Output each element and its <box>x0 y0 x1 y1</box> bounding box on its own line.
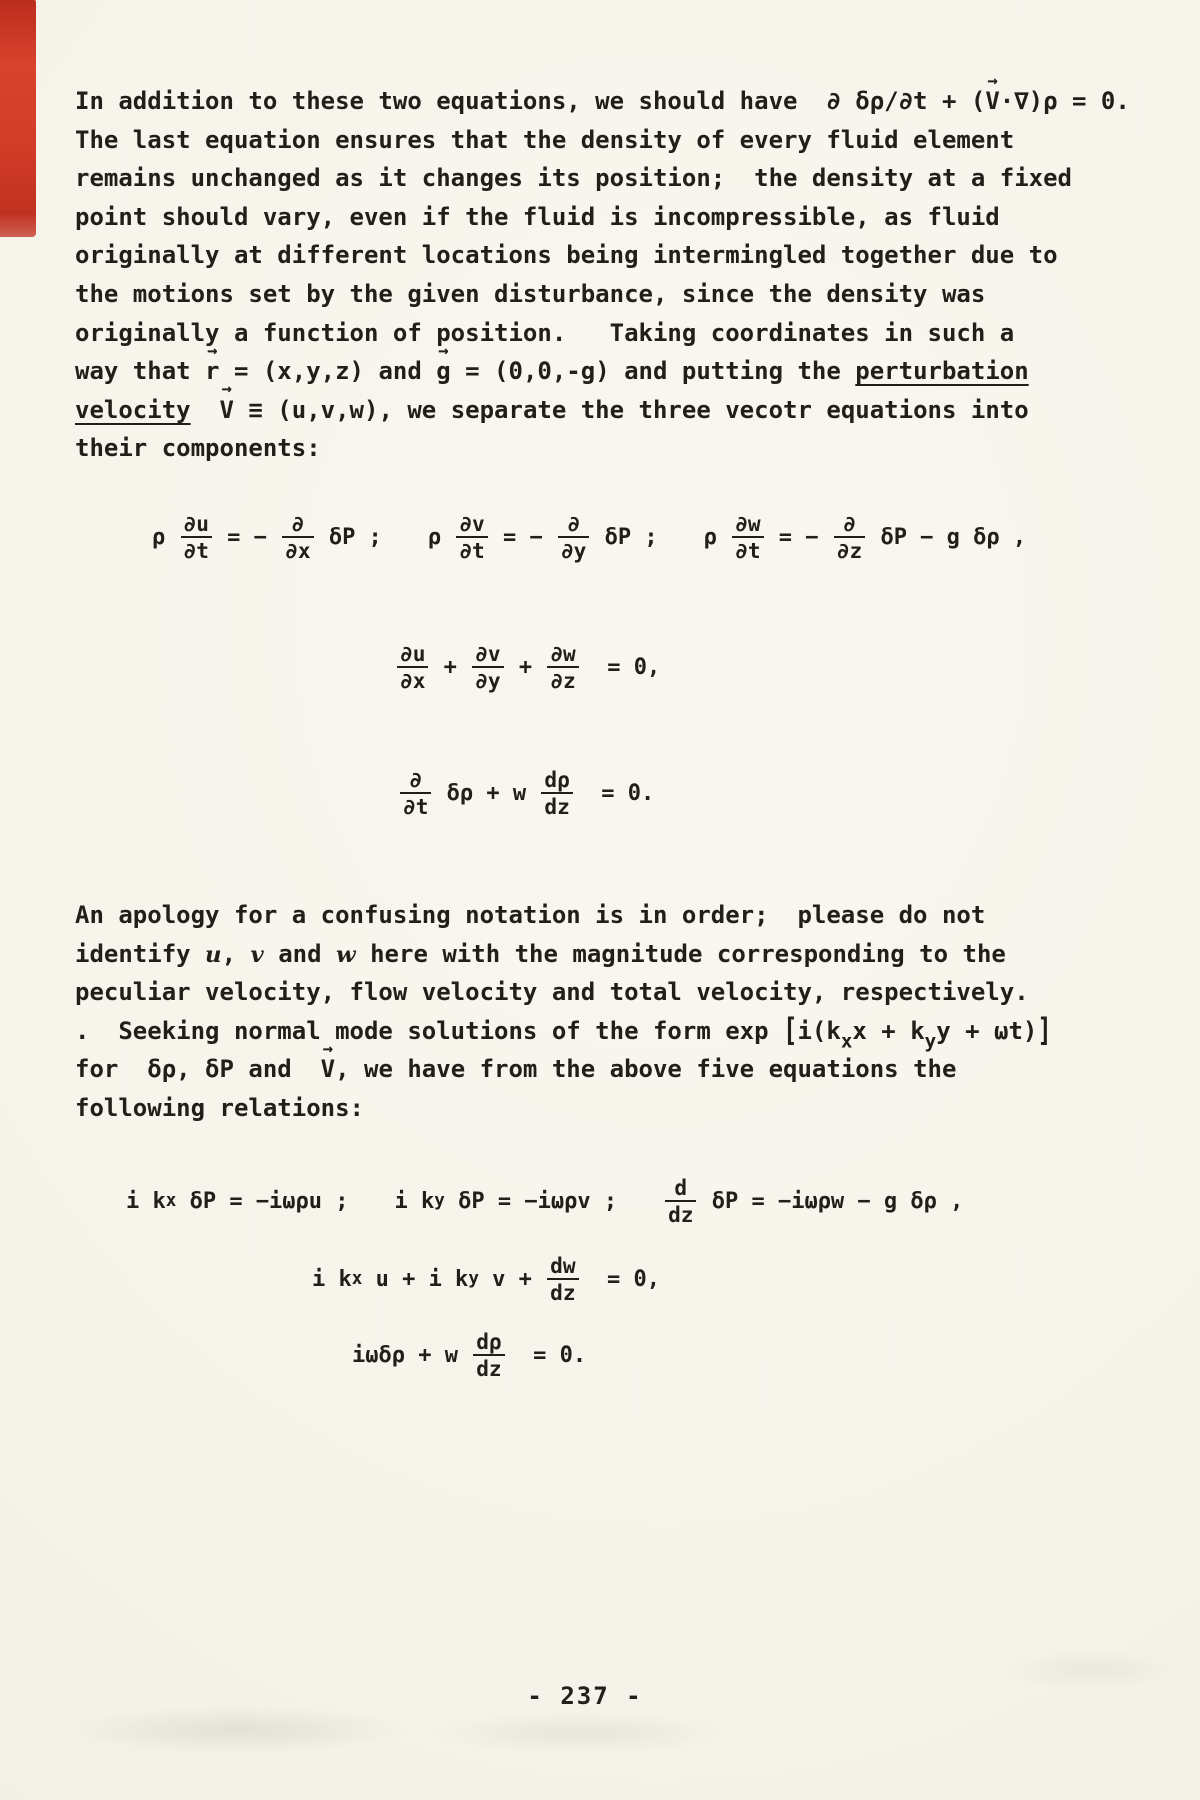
fraction: $\frac{\partial u}{\partial t}$ <box>181 512 212 562</box>
fraction: $\frac{\partial}{\partial z}$ <box>834 512 865 562</box>
equation-text: = − <box>213 524 281 550</box>
equation-text: = 0. <box>574 780 655 806</box>
text-line: for δρ, δP and → V, we have from the above five equations the <box>75 1039 957 1084</box>
equation-text: + <box>505 654 546 680</box>
equation-text: δρ + w <box>433 780 540 806</box>
equation-continuity <box>395 642 660 692</box>
equation-text: ρ <box>152 524 179 550</box>
fraction: $\frac{\partial u}{\partial x}$ <box>397 642 428 692</box>
equation-text: δP ; <box>591 524 658 550</box>
equation-relations-1 <box>126 1176 963 1226</box>
vector-arrow-icon: → <box>987 70 998 91</box>
equation-relations-2 <box>312 1254 660 1304</box>
equation-text: v + <box>478 1266 546 1292</box>
scan-smudge <box>430 1712 730 1754</box>
equation-text: = − <box>765 524 832 550</box>
text-line: remains unchanged as it changes its position; the density at a fixed <box>75 164 1072 193</box>
vector-arrow-icon: → <box>322 1039 334 1060</box>
text-line: following relations: <box>75 1093 364 1122</box>
text-line: way that → r = (x,y,z) and → g = (0,0,-g) and putting the perturbation <box>75 340 1029 386</box>
equation-text: i k <box>394 1188 435 1214</box>
text-line: point should vary, even if the fluid is incompressible, as fluid <box>75 202 1000 231</box>
equation-text: δP ; <box>315 524 382 550</box>
equation-relations-3 <box>352 1330 586 1380</box>
fraction: $\frac{d\rho}{dz}$ <box>541 768 572 818</box>
equation-text: i k <box>126 1188 166 1214</box>
text-line: velocity → V ≡ (u,v,w), we separate the three vecotr equations into <box>75 379 1029 424</box>
equation-text: + <box>430 654 471 680</box>
text-line: The last equation ensures that the density of every fluid element <box>75 125 1015 154</box>
equation-text: i k <box>312 1266 352 1292</box>
vector-arrow-icon: → <box>438 340 449 361</box>
equation-text: δP − g δρ , <box>867 524 1027 550</box>
equation-text: = 0, <box>580 654 661 680</box>
subscript: y <box>468 1269 479 1290</box>
vector-arrow-icon: → <box>207 340 218 361</box>
text-line: peculiar velocity, flow velocity and total velocity, respectively. <box>75 978 1029 1007</box>
text-line: originally at different locations being intermingled together due to <box>75 241 1058 270</box>
fraction: $\frac{\partial v}{\partial t}$ <box>456 512 487 562</box>
equation-text: δP = −iωρw − g δρ , <box>698 1188 964 1214</box>
text-line: . Seeking normal mode solutions of the form $\exp [i(k_xx + k_yy + \omega t)]$ <box>75 1011 1052 1053</box>
fraction: $\frac{\partial v}{\partial y}$ <box>472 642 503 692</box>
equation-density-perturbation <box>398 768 654 818</box>
text-line: their components: <box>75 434 321 463</box>
equation-text: ρ <box>703 524 731 550</box>
vector-arrow-icon: → <box>221 379 232 400</box>
fraction: $\frac{d}{dz}$ <box>665 1176 696 1226</box>
text-line: the motions set by the given disturbance, since the density was <box>75 279 986 308</box>
paragraph-intro <box>75 70 1130 468</box>
equation-text: = 0, <box>580 1266 661 1292</box>
red-book-edge-stripe <box>0 0 36 237</box>
fraction: $\frac{\partial}{\partial y}$ <box>558 512 589 562</box>
paragraph-apology <box>75 896 1052 1128</box>
equation-text: ρ <box>427 524 455 550</box>
equation-text: u + i k <box>362 1266 469 1292</box>
equation-text: = 0. <box>506 1342 587 1368</box>
fraction: $\frac{d\rho}{dz}$ <box>473 1330 504 1380</box>
fraction: $\frac{\partial}{\partial x}$ <box>282 512 313 562</box>
equation-text: = − <box>489 524 556 550</box>
fraction: $\frac{\partial w}{\partial z}$ <box>547 642 578 692</box>
fraction: $\frac{dw}{dz}$ <box>547 1254 578 1304</box>
fraction: $\frac{\partial w}{\partial t}$ <box>732 512 763 562</box>
equation-text: δP = −iωρv ; <box>444 1188 618 1214</box>
subscript: x <box>165 1191 177 1212</box>
equation-momentum-components <box>152 512 1026 562</box>
text-line: originally a function of position. Taking coordinates in such a <box>75 318 1015 347</box>
equation-text: iωδρ + w <box>352 1342 472 1368</box>
subscript: x <box>351 1269 363 1290</box>
subscript: y <box>434 1191 445 1212</box>
page-number: - 237 - <box>527 1682 643 1710</box>
text-line: In addition to these two equations, we should have ∂ δρ/∂t + ( → V·∇)ρ = 0. <box>75 70 1130 115</box>
text-line: An apology for a confusing notation is in order; please do not <box>75 901 986 929</box>
equation-text: δP = −iωρu ; <box>176 1188 349 1214</box>
scan-smudge <box>70 1706 410 1754</box>
text-line: identify u, v and w here with the magnitude corresponding to the <box>75 939 1006 968</box>
fraction: $\frac{\partial}{\partial t}$ <box>400 768 431 818</box>
